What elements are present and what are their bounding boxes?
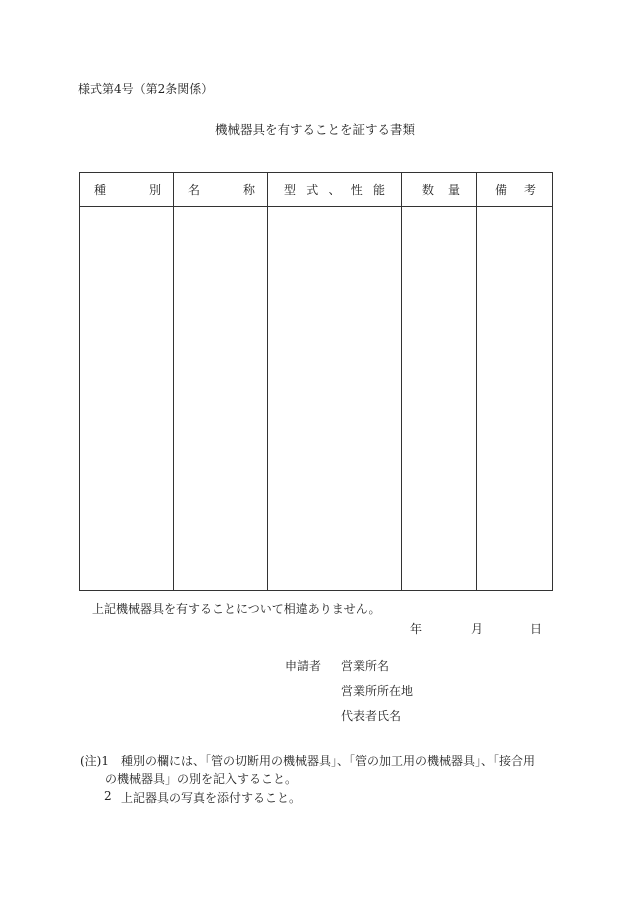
header-model-char: 、 [328,183,341,197]
header-kind-char: 別 [148,183,161,197]
note-2-text: 上記器具の写真を添付すること。 [121,791,302,805]
document-title: 機械器具を有することを証する書類 [214,122,415,137]
header-name [174,173,268,207]
header-quantity [402,173,477,207]
header-notes [477,173,553,207]
note-2-number: 2 [104,789,112,803]
date-month-label: 月 [471,622,484,636]
table-body-row [80,207,553,591]
cell-model-performance [268,207,402,591]
header-kind [80,173,174,207]
equipment-table [79,172,553,591]
form-number: 様式第4号（第2条関係） [78,82,214,96]
cell-quantity [402,207,477,591]
certification-statement: 上記機械器具を有することについて相違ありません。 [92,602,381,616]
header-model-char: 型 [284,183,297,197]
office-address-label: 営業所所在地 [341,684,414,698]
note-1-line-1: 種別の欄には、「管の切断用の機械器具」、「管の加工用の機械器具」、「接合用 [121,754,536,768]
header-kind-char: 種 [94,183,107,197]
header-notes-char: 考 [523,183,536,197]
header-model-performance [268,173,402,207]
header-model-char: 式 [306,183,319,197]
cell-notes [477,207,553,591]
header-quantity-char: 量 [447,183,460,197]
applicant-label: 申請者 [285,659,322,673]
cell-name [174,207,268,591]
representative-name-label: 代表者氏名 [341,709,402,723]
office-name-label: 営業所名 [341,659,390,673]
header-name-char: 名 [188,183,201,197]
header-model-char: 性 [350,183,363,197]
header-name-char: 称 [242,183,255,197]
date-year-label: 年 [410,622,423,636]
note-prefix: (注)1 [80,754,109,768]
header-quantity-char: 数 [422,183,435,197]
date-day-label: 日 [530,622,543,636]
table-header-row [80,173,553,207]
cell-kind [80,207,174,591]
note-1-line-2: の機械器具」の別を記入すること。 [105,772,298,786]
header-notes-char: 備 [495,183,508,197]
header-model-char: 能 [372,183,385,197]
